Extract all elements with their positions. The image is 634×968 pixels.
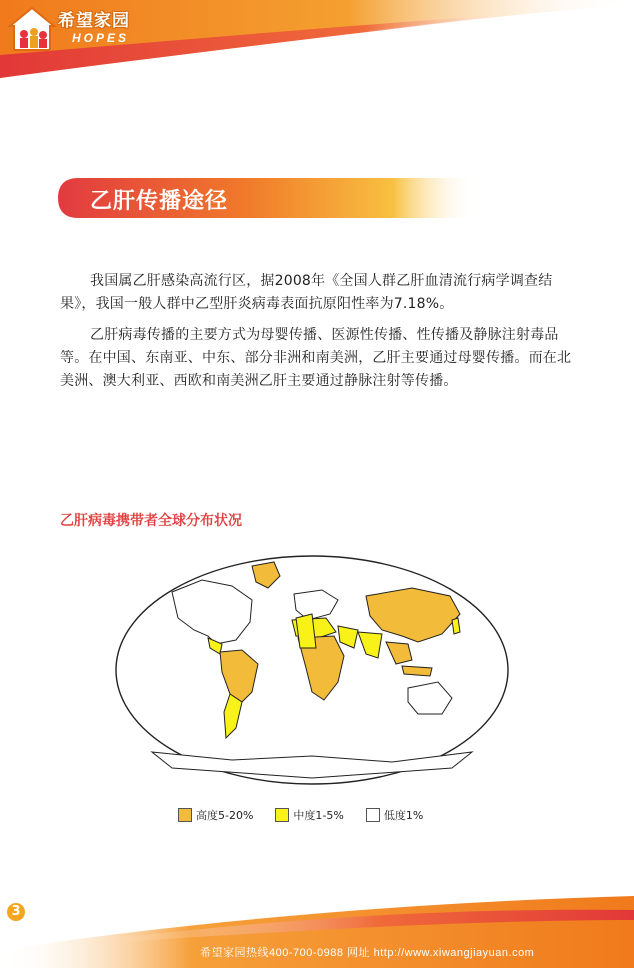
page-number: 3	[7, 903, 25, 921]
page-header	[0, 0, 634, 80]
legend-item-high	[178, 807, 253, 823]
paragraph-2: 乙肝病毒传播的主要方式为母婴传播、医源性传播、性传播及静脉注射毒品等。在中国、东南亚、中东、部分非洲和南美洲，乙肝主要通过母婴传播。而在北美洲、澳大利亚、西欧和南美洲乙肝主要通过静脉注射等传播。	[60, 327, 572, 389]
paragraph-1: 我国属乙肝感染高流行区，据2008年《全国人群乙肝血清流行病学调查结果》，我国一般人群中乙型肝炎病毒表面抗原阳性率为7.18%。	[60, 273, 553, 312]
section-title: 乙肝传播途径	[90, 189, 229, 214]
legend-swatch-high	[178, 808, 192, 822]
legend-item-mid	[275, 807, 343, 823]
legend-label-low: 低度1%	[383, 809, 424, 822]
legend-label-mid: 中度1-5%	[293, 809, 344, 822]
house-logo-icon	[4, 4, 64, 54]
legend-swatch-mid	[275, 808, 289, 822]
map-legend	[178, 806, 445, 824]
logo-english: HOPES	[72, 31, 130, 45]
legend-swatch-low	[366, 808, 380, 822]
footer-contact: 希望家园热线400-700-0988 网址 http://www.xiwangjiayuan.com	[200, 947, 535, 959]
map-title: 乙肝病毒携带者全球分布状况	[60, 513, 242, 529]
legend-label-high: 高度5-20%	[196, 809, 254, 822]
world-map	[112, 552, 512, 792]
legend-item-low	[366, 807, 423, 823]
world-map-svg	[112, 552, 512, 788]
logo-chinese: 希望家园	[58, 11, 130, 31]
